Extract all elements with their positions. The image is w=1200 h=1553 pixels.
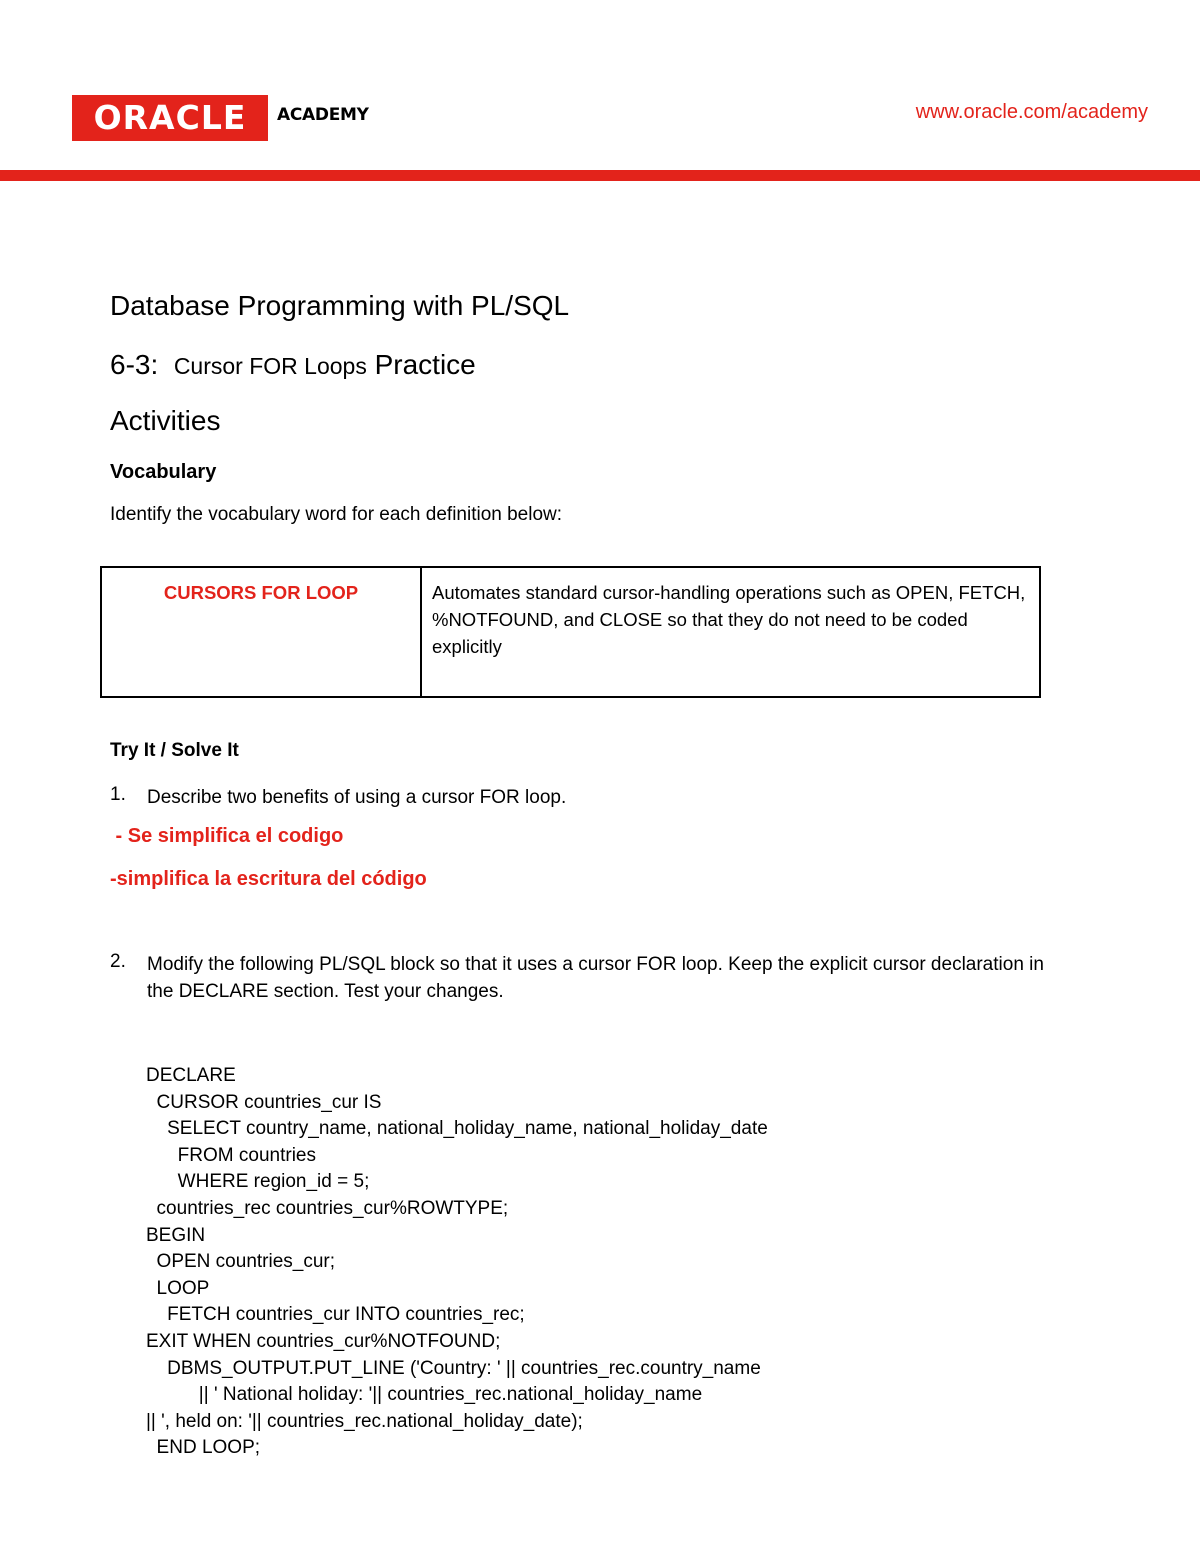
activities-heading: Activities — [110, 405, 221, 436]
lesson-number: 6-3: — [110, 349, 159, 380]
vocabulary-heading: Vocabulary — [110, 461, 217, 483]
vocabulary-table — [100, 566, 1041, 698]
answer-line: - Se simplifica el codigo — [110, 825, 344, 847]
lesson-title — [110, 349, 476, 381]
header-divider — [0, 170, 1200, 181]
vocabulary-definition: Automates standard cursor-handling operations such as OPEN, FETCH, %NOTFOUND, and CLOSE so that they do not need to be coded explicitly — [421, 567, 1040, 697]
academy-url-link[interactable]: www.oracle.com/academy — [915, 101, 1148, 123]
academy-logo-text: ACADEMY — [277, 105, 369, 125]
question-text: Modify the following PL/SQL block so that it uses a cursor FOR loop. Keep the explicit cursor declaration in the DECLARE section. Test your changes. — [147, 954, 1044, 1002]
question-number: 1. — [110, 784, 126, 805]
vocabulary-term: CURSORS FOR LOOP — [101, 567, 421, 697]
oracle-logo: ORACLE — [72, 95, 268, 141]
plsql-code-block: DECLARE CURSOR countries_cur IS SELECT country_name, national_holiday_name, national_holiday_date FROM countries WHERE region_id = 5; countries_rec countries_cur%ROWTYPE; BEGIN OPEN countries_cur; LOOP FETCH countries_cur INTO countries_rec; EXIT WHEN countries_cur%NOTFOUND; DBMS_OUTPUT.PUT_LINE ('Country: ' || countries_rec.country_name || ' National holiday: '|| countries_rec.national_holiday_name || ', held on: '|| countries_rec.national_holiday_date); END LOOP; — [146, 1065, 768, 1459]
course-title: Database Programming with PL/SQL — [110, 290, 570, 321]
lesson-suffix: Practice — [374, 349, 476, 380]
vocabulary-instruction: Identify the vocabulary word for each definition below: — [110, 504, 563, 525]
lesson-topic: Cursor FOR Loops — [173, 353, 367, 379]
question-text: Describe two benefits of using a cursor FOR loop. — [147, 787, 567, 808]
vocabulary-row — [101, 567, 1040, 697]
answer-line: -simplifica la escritura del código — [110, 868, 427, 890]
try-it-heading: Try It / Solve It — [110, 740, 239, 761]
question-number: 2. — [110, 951, 126, 972]
